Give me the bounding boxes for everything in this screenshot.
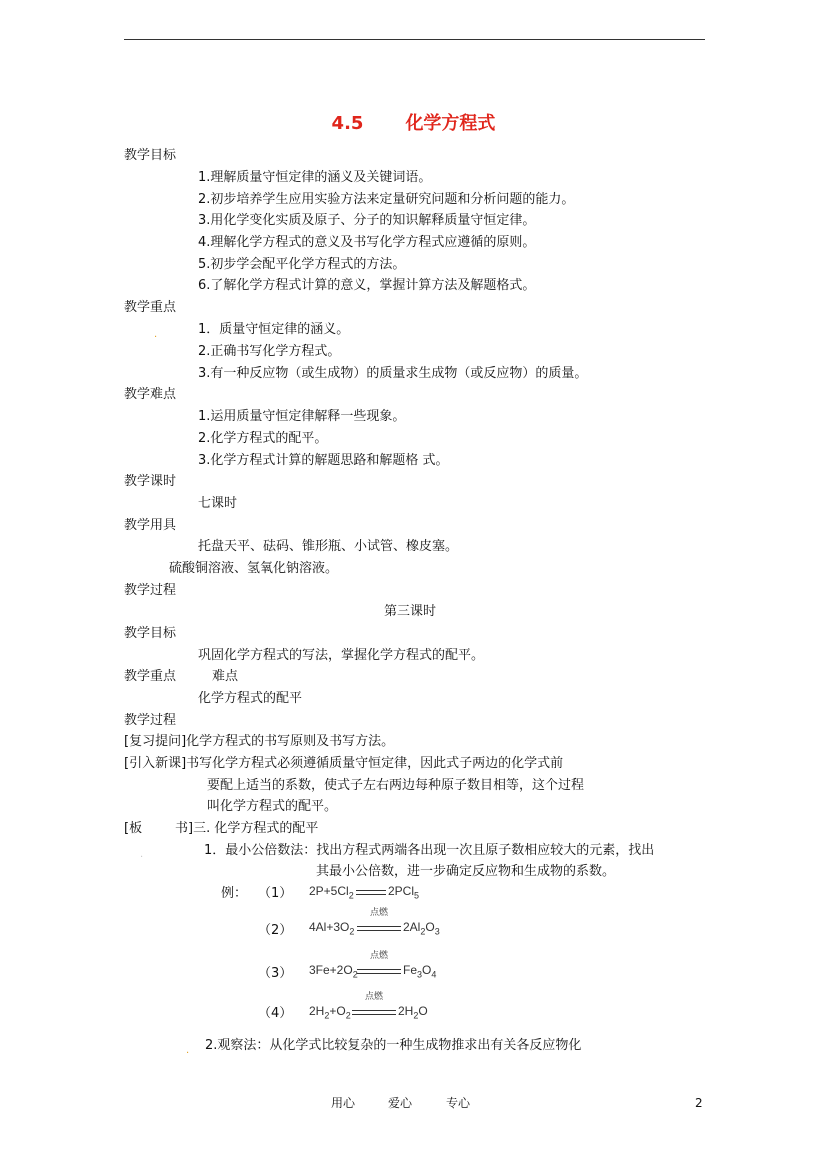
- process-heading: 教学过程: [124, 583, 177, 598]
- intro-line: 要配上适当的系数，使式子左右两边每种原子数目相等，这个过程: [207, 778, 585, 793]
- difficulty-item: 3.化学方程式计算的解题思路和解题格 式。: [198, 453, 449, 468]
- equals-sign: [357, 926, 401, 931]
- goal-item: 5.初步学会配平化学方程式的方法。: [198, 257, 406, 272]
- page-number: 2: [695, 1096, 703, 1110]
- example-number: （4）: [258, 1006, 293, 1021]
- tools-line: 托盘天平、砝码、锥形瓶、小试管、橡皮塞。: [198, 539, 459, 554]
- equals-sign: [352, 1010, 396, 1015]
- board-text: 书]三. 化学方程式的配平: [175, 821, 319, 836]
- key-point: 2.正确书写化学方程式。: [198, 344, 341, 359]
- equation-4-product: $2H_2O$: [398, 1004, 428, 1021]
- example-number: （3）: [258, 966, 293, 981]
- tools-heading: 教学用具: [124, 518, 177, 533]
- key-heading: 教学重点: [124, 300, 177, 315]
- goal-item: 4.理解化学方程式的意义及书写化学方程式应遵循的原则。: [198, 235, 536, 250]
- tools-line: 硫酸铜溶液、氢氧化钠溶液。: [169, 561, 339, 576]
- goal-item: 2.初步培养学生应用实验方法来定量研究问题和分析问题的能力。: [198, 192, 575, 207]
- equation-3: $3Fe+2O_2$: [309, 963, 358, 980]
- example-number: （2）: [258, 923, 293, 938]
- process2-heading: 教学过程: [124, 713, 177, 728]
- method1-line: 其最小公倍数，进一步确定反应物和生成物的系数。: [316, 864, 616, 879]
- equation-2: $4Al+3O_2$: [309, 920, 355, 937]
- goal-item: 1.理解质量守恒定律的涵义及关键词语。: [198, 170, 432, 185]
- equation-2-product: $2Al_2O_3$: [403, 920, 440, 937]
- key-point: 1．质量守恒定律的涵义。: [198, 322, 350, 337]
- condition-label: 点燃: [364, 992, 383, 1002]
- goals-heading: 教学目标: [124, 148, 177, 163]
- equation-1: $2P+5Cl_2$: [309, 884, 354, 901]
- key-point: 3.有一种反应物（或生成物）的质量求生成物（或反应物）的质量。: [198, 366, 588, 381]
- method2-line: 2.观察法：从化学式比较复杂的一种生成物推求出有关各反应物化: [205, 1038, 582, 1053]
- key2-text: 化学方程式的配平: [198, 691, 303, 706]
- equation-1-product: 2PCl$_5$: [388, 884, 420, 901]
- difficulty-item: 2.化学方程式的配平。: [198, 431, 328, 446]
- equation-4: $2H_2+O_2$: [309, 1004, 351, 1021]
- goal-item: 3.用化学变化实质及原子、分子的知识解释质量守恒定律。: [198, 213, 536, 228]
- difficulty-heading: 教学难点: [124, 387, 177, 402]
- condition-label: 点燃: [369, 908, 388, 918]
- hours-heading: 教学课时: [124, 474, 177, 489]
- footer-right: 专心: [446, 1096, 471, 1110]
- title-number: 4.5: [331, 113, 364, 134]
- equation-3-product: $Fe_3O_4$: [403, 963, 437, 980]
- review-line: [复习提问]化学方程式的书写原则及书写方法。: [124, 734, 395, 749]
- title-text: 化学方程式: [405, 113, 496, 134]
- header-rule: [124, 39, 705, 40]
- key2-heading: 教学重点: [124, 669, 177, 684]
- footer-middle: 爱心: [388, 1096, 413, 1110]
- example-number: （1）: [258, 886, 293, 901]
- marker-dot: .: [140, 849, 144, 860]
- method1-line: 1．最小公倍数法：找出方程式两端各出现一次且原子数相应较大的元素，找出: [204, 843, 655, 858]
- board-label: [板: [124, 821, 143, 836]
- key2-suffix: 难点: [212, 669, 239, 684]
- goal-item: 6.了解化学方程式计算的意义，掌握计算方法及解题格式。: [198, 278, 536, 293]
- marker-dot: .: [154, 329, 158, 340]
- example-label: 例：: [221, 886, 248, 901]
- difficulty-item: 1.运用质量守恒定律解释一些现象。: [198, 409, 406, 424]
- hours-value: 七课时: [198, 496, 238, 511]
- equals-sign: [356, 890, 386, 895]
- lesson-title: 第三课时: [384, 604, 437, 619]
- goals2-heading: 教学目标: [124, 626, 177, 641]
- equals-sign: [357, 969, 401, 974]
- goals2-text: 巩固化学方程式的写法，掌握化学方程式的配平。: [198, 648, 485, 663]
- footer-left: 用心: [331, 1096, 356, 1110]
- marker-dot: .: [186, 1045, 190, 1056]
- intro-line: 叫化学方程式的配平。: [207, 799, 338, 814]
- condition-label: 点燃: [369, 951, 388, 961]
- intro-line: [引入新课]书写化学方程式必须遵循质量守恒定律，因此式子两边的化学式前: [124, 756, 564, 771]
- page-title: [0, 112, 827, 136]
